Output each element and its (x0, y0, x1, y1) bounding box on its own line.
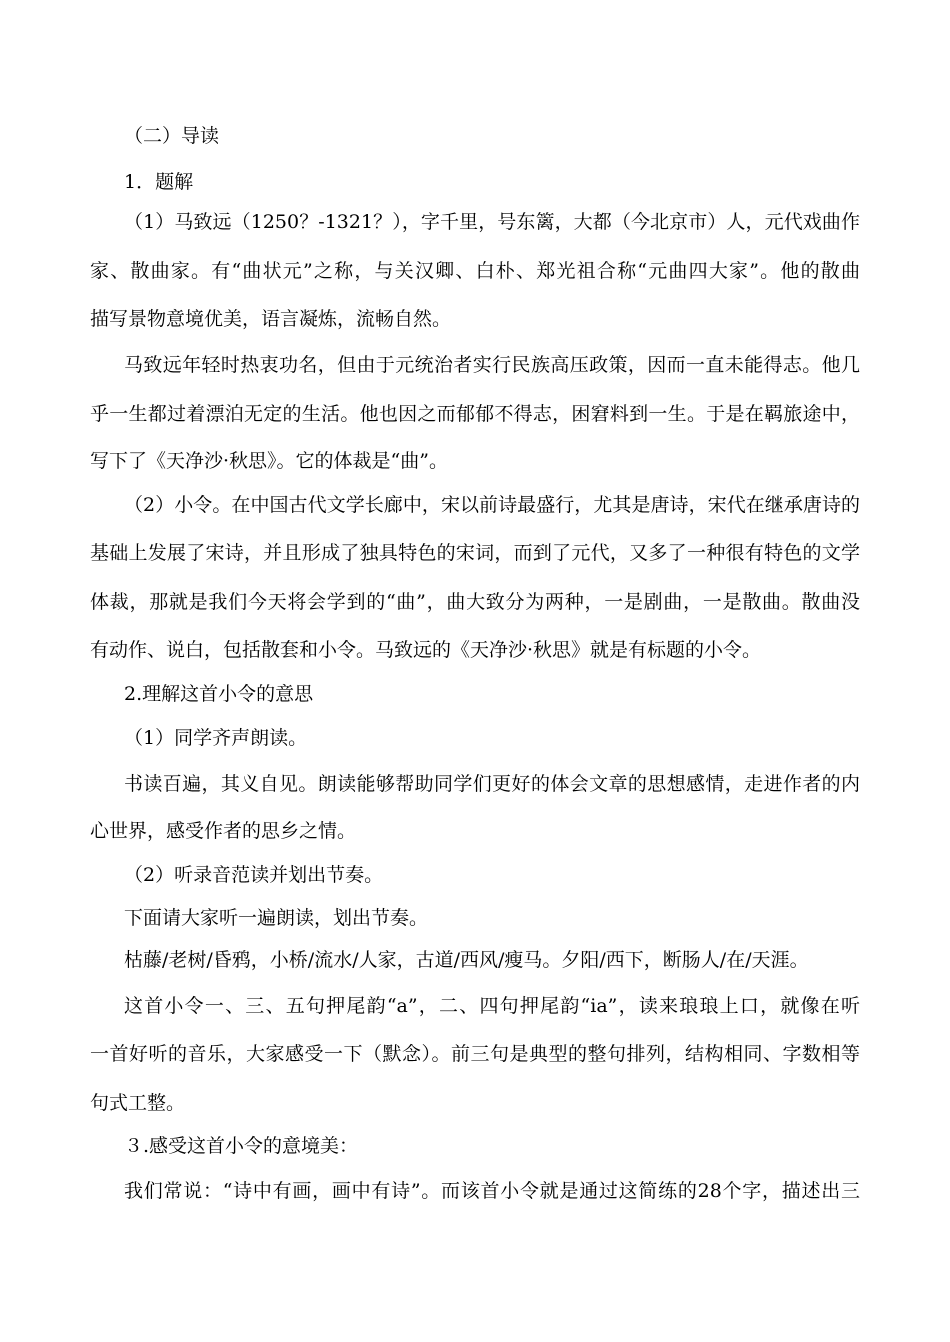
paragraph-line: 家、散曲家。有“曲状元”之称，与关汉卿、白朴、郑光祖合称“元曲四大家”。他的散曲 (90, 260, 860, 282)
paragraph-line: 描写景物意境优美，语言凝炼，流畅自然。 (90, 308, 452, 330)
paragraph-line: 心世界，感受作者的思乡之情。 (90, 820, 357, 842)
heading-artistic-conception: ３.感受这首小令的意境美： (124, 1135, 359, 1157)
paragraph-line: 这首小令一、三、五句押尾韵“a”，二、四句押尾韵“ia”，读来琅琅上口，就像在听 (124, 995, 860, 1017)
paragraph-line: 有动作、说白，包括散套和小令。马致远的《天净沙·秋思》就是有标题的小令。 (90, 639, 762, 661)
poem-rhythm-line: 枯藤/老树/昏鸦，小桥/流水/人家，古道/西风/瘦马。夕阳/西下，断肠人/在/天涯。 (124, 949, 809, 971)
subheading-reading-aloud: （1）同学齐声朗读。 (124, 727, 308, 749)
paragraph-line: 书读百遍，其义自见。朗读能够帮助同学们更好的体会文章的思想感情，走进作者的内 (124, 773, 860, 795)
subheading-recording: （2）听录音范读并划出节奏。 (124, 864, 384, 886)
paragraph-line: 句式工整。 (90, 1092, 186, 1114)
paragraph-line: 下面请大家听一遍朗读，划出节奏。 (124, 907, 429, 929)
paragraph-line: 马致远年轻时热衷功名，但由于元统治者实行民族高压政策，因而一直未能得志。他几 (124, 354, 860, 376)
heading-understanding: 2.理解这首小令的意思 (124, 683, 314, 705)
paragraph-line: 一首好听的音乐，大家感受一下（默念）。前三句是典型的整句排列，结构相同、字数相等 (90, 1043, 860, 1065)
paragraph-line: （1）马致远（1250？-1321？），字千里，号东篱，大都（今北京市）人，元代戏曲作 (124, 211, 860, 233)
heading-title-explanation: 1．题解 (124, 171, 194, 193)
heading-guided-reading: （二）导读 (124, 125, 220, 147)
paragraph-line: （2）小令。在中国古代文学长廊中，宋以前诗最盛行，尤其是唐诗，宋代在继承唐诗的 (124, 494, 860, 516)
paragraph-line: 写下了《天净沙·秋思》。它的体裁是“曲”。 (90, 450, 448, 472)
paragraph-line: 我们常说：“诗中有画，画中有诗”。而该首小令就是通过这简练的28个字，描述出三 (124, 1180, 860, 1202)
paragraph-line: 基础上发展了宋诗，并且形成了独具特色的宋词，而到了元代，又多了一种很有特色的文学 (90, 542, 860, 564)
paragraph-line: 体裁，那就是我们今天将会学到的“曲”，曲大致分为两种，一是剧曲，一是散曲。散曲没 (90, 591, 860, 613)
paragraph-line: 乎一生都过着漂泊无定的生活。他也因之而郁郁不得志，困窘料到一生。于是在羁旅途中， (90, 403, 860, 425)
